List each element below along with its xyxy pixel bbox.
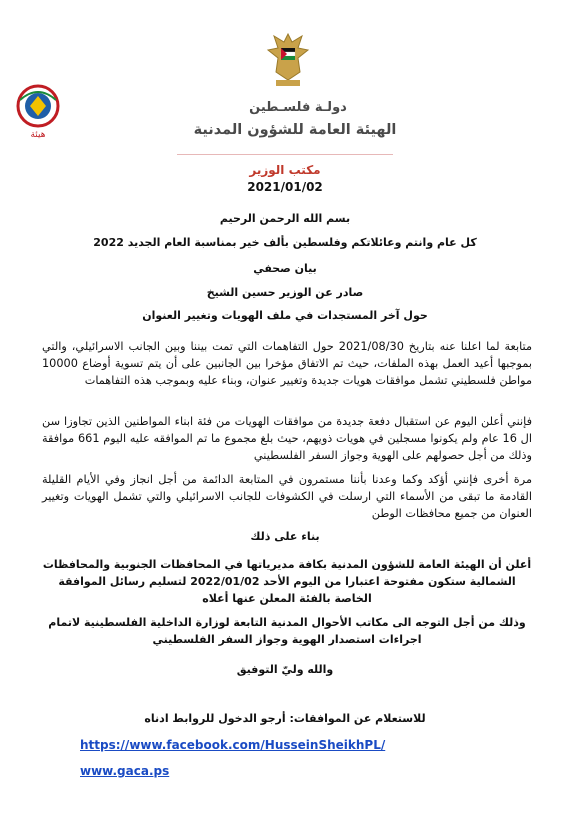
closing-line: والله وليّ التوفيق: [236, 663, 334, 676]
announcement-paragraph: أعلن أن الهيئة العامة للشؤون المدنية بكافة مديرياتها في المحافظات الجنوبية والمحافظات الشمالية ستكون مفتوحة اعتبارا من اليوم الأحد 2022/01/02 لتسليم رسائل الموافقة الخاصة بالفئة المعلن عنها أعلاه: [42, 558, 532, 605]
body-paragraph: متابعة لما اعلنا عنه بتاريخ 2021/08/30 حول التفاهمات التي تمت بيننا وبين الجانب الاسرائيلي، والتي بموجبها أعيد العمل بهذه الملفات، حيث تم الاتفاق مؤخرا بين الجانبين على أن يتم تسوية أوضاع 10000 مواطن فلسطيني تشمل موافقات هويات جديدة وتغيير عنوان، وبناء عليه وبموجب هذه التفاهمات: [42, 340, 532, 387]
press-release-title: بيان صحفي: [253, 262, 317, 275]
inquiry-line: للاستعلام عن الموافقات: أرجو الدخول للروابط ادناه: [144, 712, 426, 725]
state-name: دولـة فلسـطين: [249, 100, 347, 115]
issuer-line: صادر عن الوزير حسين الشيخ: [206, 286, 364, 299]
header-divider: [177, 154, 393, 155]
body-paragraph: فإنني أعلن اليوم عن استقبال دفعة جديدة من موافقات الهويات من فئة ابناء المواطنين الذين تجاوزا سن ال 16 عام ولم يكونوا مسجلين في هويات ذويهم، حيث بلغ مجموع ما تم الموافقه عليه اليوم 661 موافقة وذلك من أجل حصولهم على الهوية وجواز السفر الفلسطيني: [42, 415, 532, 462]
document-date: 2021/01/02: [247, 180, 323, 194]
facebook-link[interactable]: https://www.facebook.com/HusseinSheikhPL/: [80, 738, 386, 752]
office-title: مكتب الوزير: [249, 163, 321, 177]
instruction-paragraph: وذلك من أجل التوجه الى مكاتب الأحوال المدنية التابعة لوزارة الداخلية الفلسطينية لاتمام اجراءات استصدار الهوية وجواز السفر الفلسطيني: [48, 616, 526, 646]
civil-affairs-logo-icon: [14, 82, 62, 132]
side-logo-caption: هيئة: [30, 130, 46, 140]
body-paragraph: مرة أخرى فإنني أؤكد وكما وعدنا بأننا مستمرون في المتابعة الدائمة من أجل انجاز وفي الأيام القليلة القادمة ما تبقى من الأسماء التي ارسلت في الكشوفات للجانب الاسرائيلي والتي تشمل الهويات وتغيير العنوان من جميع محافظات الوطن: [42, 473, 532, 520]
therefore-heading: بناء على ذلك: [250, 530, 320, 543]
organization-name: الهيئة العامة للشؤون المدنية: [193, 122, 397, 138]
basmala: بسم الله الرحمن الرحيم: [219, 212, 351, 225]
palestine-eagle-emblem-icon: [266, 28, 310, 92]
subject-line: حول آخر المستجدات في ملف الهويات وتغيير العنوان: [142, 309, 428, 322]
new-year-greeting: كل عام وانتم وعائلاتكم وفلسطين بألف خير بمناسبة العام الجديد 2022: [93, 236, 477, 249]
website-link[interactable]: www.gaca.ps: [80, 764, 170, 778]
